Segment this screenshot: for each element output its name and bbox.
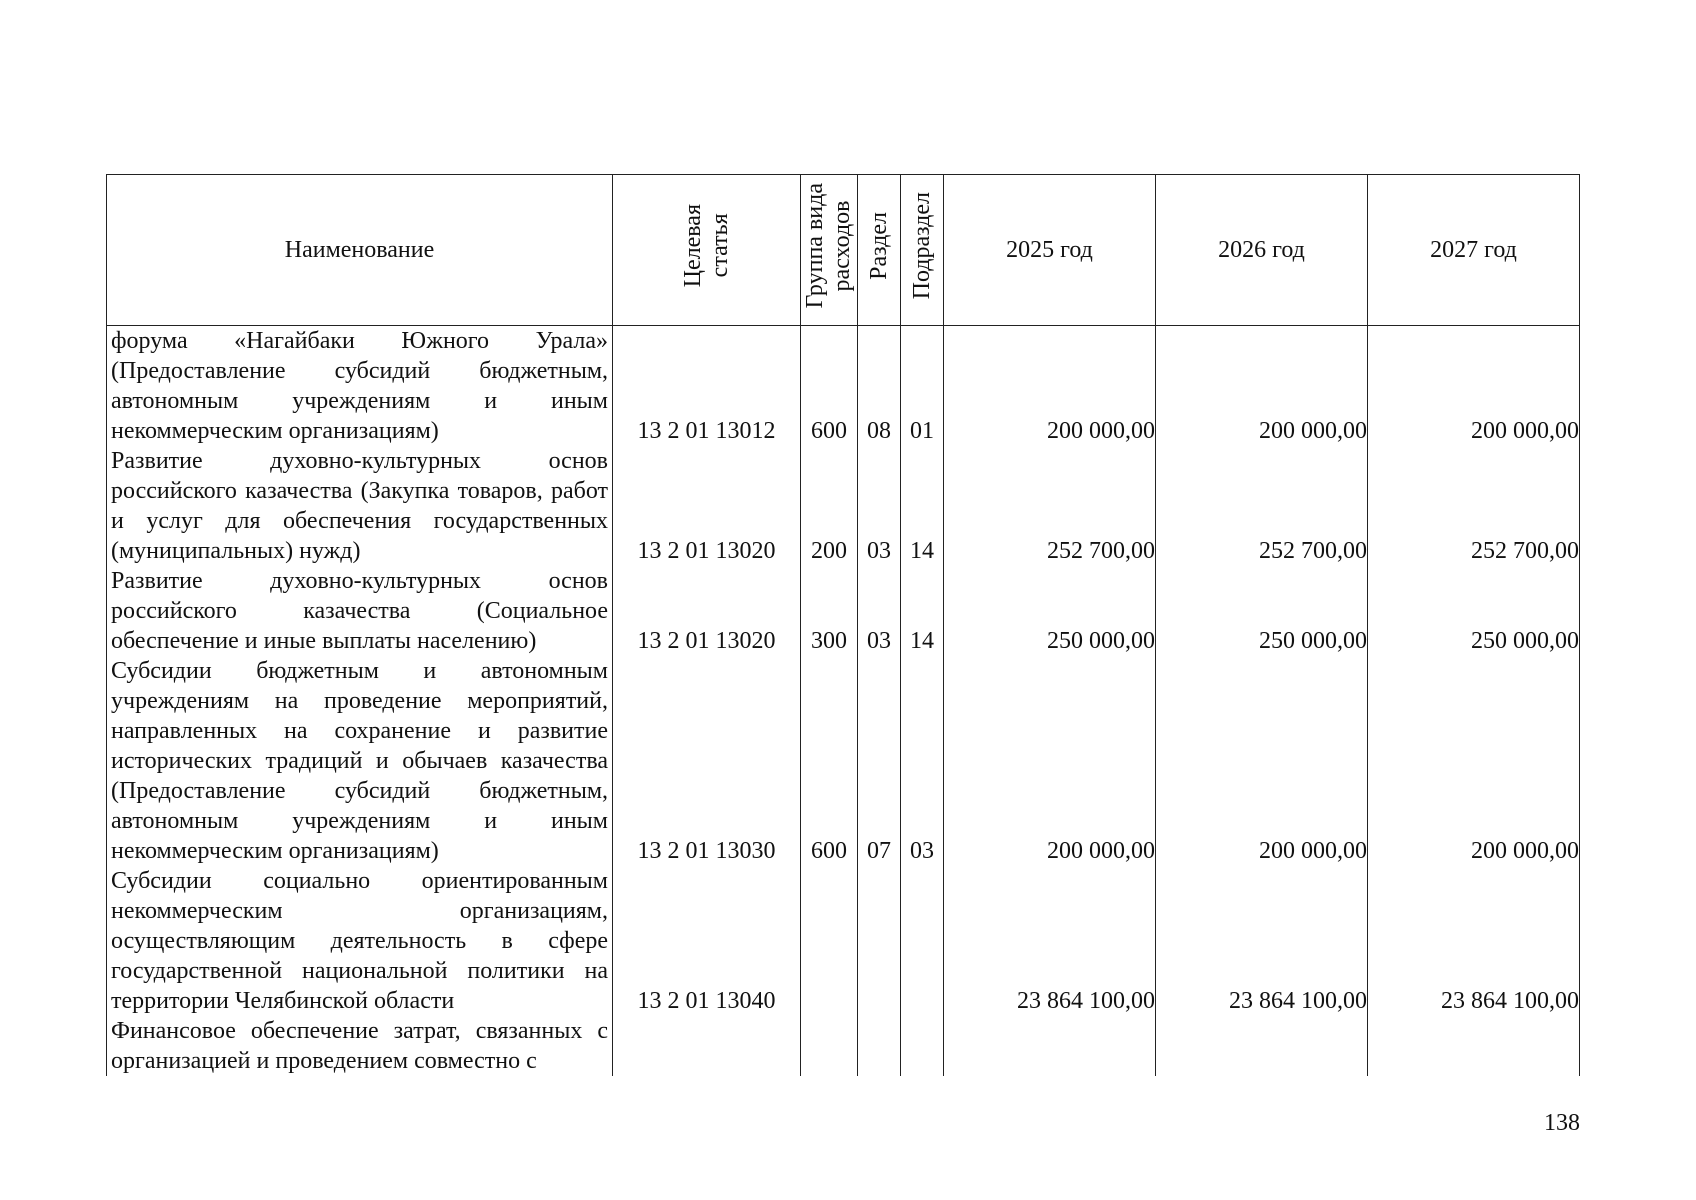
header-subsection-text: Подраздел — [909, 192, 935, 300]
row-subsection: 14 — [901, 566, 944, 656]
table-body — [107, 326, 1580, 1077]
row-name: форума «Нагайбаки Южного Урала» (Предоставление субсидий бюджетным, автономным учреждениям и иным некоммерческим организациям) — [107, 326, 613, 447]
table-row — [107, 866, 1580, 1016]
row-amount-2026: 23 864 100,00 — [1156, 866, 1368, 1016]
row-amount-2026: 252 700,00 — [1156, 446, 1368, 566]
row-amount-2026: 200 000,00 — [1156, 656, 1368, 866]
row-subsection — [901, 866, 944, 1016]
row-section — [858, 866, 901, 1016]
row-name: Субсидии социально ориентированным некоммерческим организациям, осуществляющим деятельность в сфере государственной национальной политики на территории Челябинской области — [107, 866, 613, 1016]
row-subsection: 01 — [901, 326, 944, 447]
row-subsection: 03 — [901, 656, 944, 866]
row-amount-2026: 250 000,00 — [1156, 566, 1368, 656]
header-year-2025: 2025 год — [944, 175, 1156, 326]
row-target-article: 13 2 01 13030 — [613, 656, 801, 866]
row-amount-2027: 252 700,00 — [1368, 446, 1580, 566]
header-target-article-text: Целевая статья — [679, 204, 733, 288]
row-amount-2027: 250 000,00 — [1368, 566, 1580, 656]
row-section — [858, 1016, 901, 1076]
header-target-article — [613, 175, 801, 326]
row-amount-2026: 200 000,00 — [1156, 326, 1368, 447]
header-expense-group — [801, 175, 858, 326]
row-name: Финансовое обеспечение затрат, связанных с организацией и проведением совместно с — [107, 1016, 613, 1076]
row-amount-2027: 23 864 100,00 — [1368, 866, 1580, 1016]
row-name: Развитие духовно-культурных основ российского казачества (Социальное обеспечение и иные выплаты населению) — [107, 566, 613, 656]
table-row — [107, 326, 1580, 447]
table-row — [107, 566, 1580, 656]
table-header — [107, 175, 1580, 326]
row-section: 08 — [858, 326, 901, 447]
header-section — [858, 175, 901, 326]
row-amount-2027: 200 000,00 — [1368, 656, 1580, 866]
header-subsection — [901, 175, 944, 326]
row-target-article — [613, 1016, 801, 1076]
table-row — [107, 446, 1580, 566]
row-subsection: 14 — [901, 446, 944, 566]
row-target-article: 13 2 01 13012 — [613, 326, 801, 447]
row-target-article: 13 2 01 13040 — [613, 866, 801, 1016]
row-target-article: 13 2 01 13020 — [613, 446, 801, 566]
row-section: 07 — [858, 656, 901, 866]
row-amount-2025: 250 000,00 — [944, 566, 1156, 656]
row-section: 03 — [858, 566, 901, 656]
row-name: Субсидии бюджетным и автономным учреждениям на проведение мероприятий, направленных на сохранение и развитие исторических традиций и обычаев казачества (Предоставление субсидий бюджетным, автономным учреждениям и иным некоммерческим организациям) — [107, 656, 613, 866]
page-number: 138 — [1544, 1110, 1580, 1136]
row-expense-group — [801, 866, 858, 1016]
row-amount-2025: 200 000,00 — [944, 326, 1156, 447]
row-expense-group: 600 — [801, 326, 858, 447]
row-subsection — [901, 1016, 944, 1076]
row-expense-group — [801, 1016, 858, 1076]
row-expense-group: 300 — [801, 566, 858, 656]
table-row — [107, 1016, 1580, 1076]
row-name: Развитие духовно-культурных основ российского казачества (Закупка товаров, работ и услуг для обеспечения государственных (муниципальных) нужд) — [107, 446, 613, 566]
row-target-article: 13 2 01 13020 — [613, 566, 801, 656]
budget-table — [106, 174, 1580, 1076]
header-row — [107, 175, 1580, 326]
header-year-2026: 2026 год — [1156, 175, 1368, 326]
row-section: 03 — [858, 446, 901, 566]
table-row — [107, 656, 1580, 866]
row-amount-2027 — [1368, 1016, 1580, 1076]
header-name: Наименование — [107, 175, 613, 326]
header-section-text: Раздел — [866, 212, 892, 280]
header-expense-group-text: Группа вида расходов — [802, 183, 855, 309]
row-amount-2025: 23 864 100,00 — [944, 866, 1156, 1016]
row-amount-2025: 252 700,00 — [944, 446, 1156, 566]
row-amount-2025 — [944, 1016, 1156, 1076]
row-expense-group: 200 — [801, 446, 858, 566]
header-year-2027: 2027 год — [1368, 175, 1580, 326]
row-amount-2026 — [1156, 1016, 1368, 1076]
row-expense-group: 600 — [801, 656, 858, 866]
row-amount-2027: 200 000,00 — [1368, 326, 1580, 447]
row-amount-2025: 200 000,00 — [944, 656, 1156, 866]
